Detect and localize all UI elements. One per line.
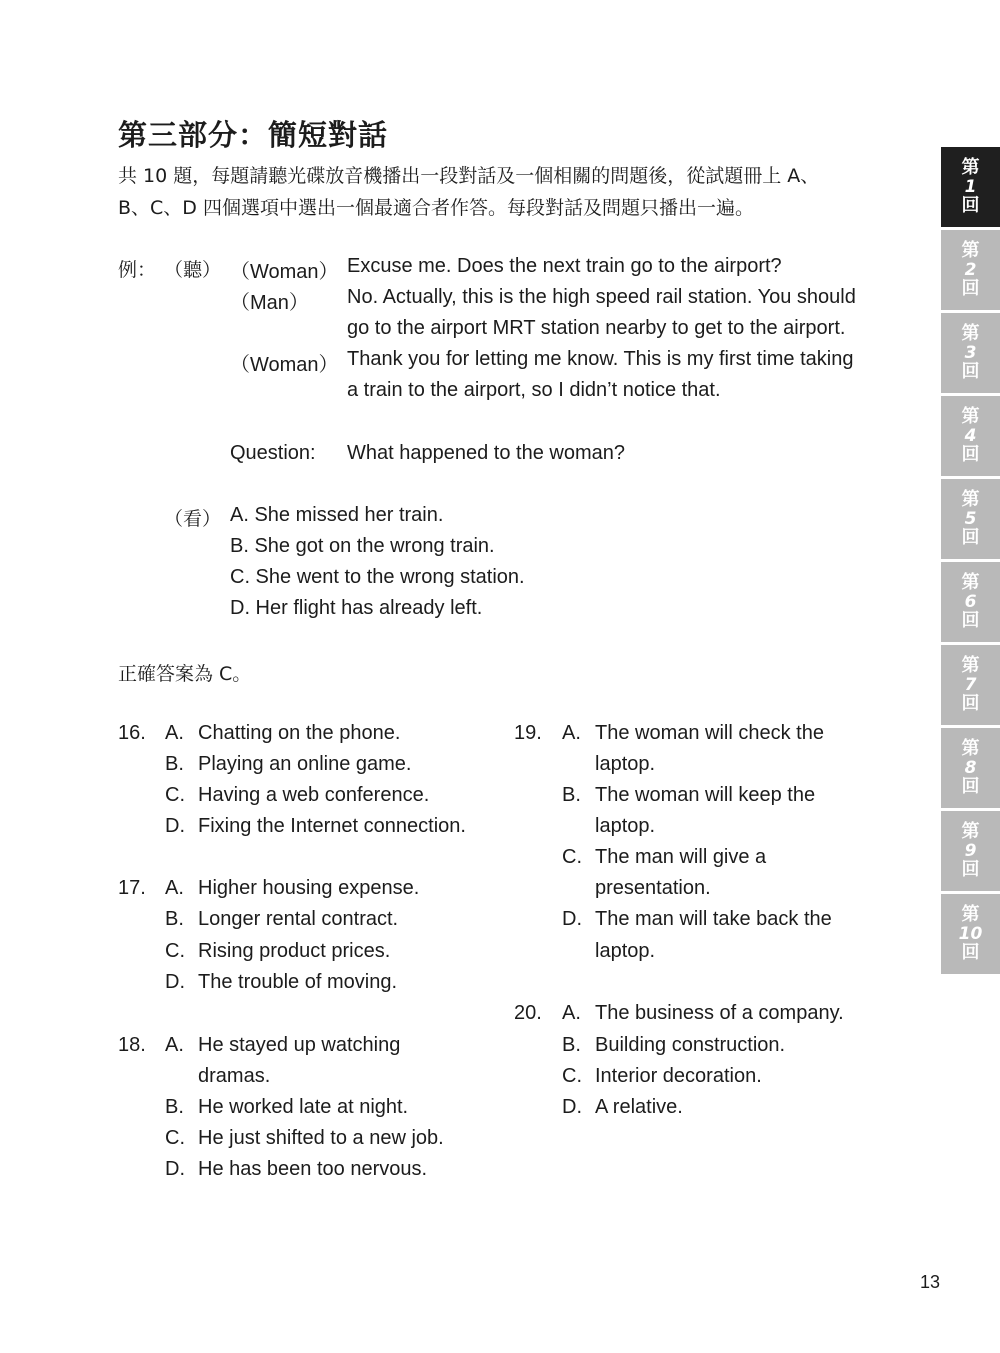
speaker-1: （Woman） [230, 261, 339, 283]
option-letter: C. [562, 846, 582, 868]
tab-top: 第 [961, 489, 980, 510]
option-text: He just shifted to a new job. [198, 1127, 444, 1149]
dialogue-line: go to the airport MRT station nearby to get to the airport. [347, 317, 846, 339]
example-label: 例： [118, 259, 157, 281]
option-text: Interior decoration. [595, 1065, 762, 1087]
option-text: laptop. [595, 753, 656, 775]
option-text: The woman will keep the [595, 784, 816, 806]
option-text: The man will take back the [595, 908, 832, 930]
option-letter: C. [165, 784, 185, 806]
tab-bottom: 回 [961, 693, 980, 714]
option-letter: D. [562, 1096, 582, 1118]
tab-top: 第 [961, 904, 980, 925]
instruction-line-1: 共 10 題，每題請聽光碟放音機播出一段對話及一個相關的問題後，從試題冊上 A、 [118, 165, 820, 187]
tab-round-4[interactable] [941, 396, 1000, 476]
option-text: presentation. [595, 877, 711, 899]
dialogue-line: Thank you for letting me know. This is my first time taking [347, 348, 854, 370]
tab-bottom: 回 [961, 859, 980, 880]
question-number: 20. [514, 1002, 542, 1024]
option-letter: B. [165, 1096, 184, 1118]
tab-top: 第 [961, 655, 980, 676]
question-number: 17. [118, 877, 146, 899]
tab-top: 第 [961, 323, 980, 344]
example-option: D. Her flight has already left. [230, 597, 483, 619]
tab-number: 6 [964, 592, 977, 612]
tab-number: 1 [964, 177, 977, 197]
tab-top: 第 [961, 738, 980, 759]
tab-bottom: 回 [961, 527, 980, 548]
dialogue-line: a train to the airport, so I didn’t notice that. [347, 379, 721, 401]
option-letter: A. [562, 722, 581, 744]
section-title: 第三部分：簡短對話 [118, 118, 389, 152]
tab-number: 2 [964, 260, 977, 280]
option-text: Playing an online game. [198, 753, 412, 775]
look-label: （看） [164, 508, 222, 530]
question-number: 16. [118, 722, 146, 744]
tab-top: 第 [961, 240, 980, 261]
listen-label: （聽） [164, 259, 222, 281]
instruction-line-2: B、C、D 四個選項中選出一個最適合者作答。每段對話及問題只播出一遍。 [118, 197, 754, 219]
option-letter: D. [165, 815, 185, 837]
option-letter: A. [165, 722, 184, 744]
tab-number: 7 [964, 675, 977, 695]
option-letter: D. [562, 908, 582, 930]
tab-bottom: 回 [961, 361, 980, 382]
option-text: Longer rental contract. [198, 908, 399, 930]
option-letter: B. [562, 1034, 581, 1056]
tab-round-3[interactable] [941, 313, 1000, 393]
dialogue-line: Excuse me. Does the next train go to the airport? [347, 255, 782, 277]
tab-round-1[interactable] [941, 147, 1000, 227]
question-number: 19. [514, 722, 542, 744]
speaker-2: （Man） [230, 292, 309, 314]
tab-bottom: 回 [961, 278, 980, 299]
tab-round-9[interactable] [941, 811, 1000, 891]
option-text: He worked late at night. [198, 1096, 409, 1118]
page-number: 13 [920, 1272, 941, 1292]
tab-number: 10 [958, 924, 983, 944]
option-text: Building construction. [595, 1034, 786, 1056]
round-tabs [941, 147, 1000, 977]
tab-round-10[interactable] [941, 894, 1000, 974]
example-answer: 正確答案為 C。 [118, 663, 252, 685]
option-letter: A. [165, 1034, 184, 1056]
tab-round-7[interactable] [941, 645, 1000, 725]
option-text: Fixing the Internet connection. [198, 815, 466, 837]
option-text: laptop. [595, 940, 656, 962]
tab-top: 第 [961, 821, 980, 842]
example-option: A. She missed her train. [230, 504, 444, 526]
tab-top: 第 [961, 572, 980, 593]
option-letter: A. [165, 877, 184, 899]
tab-number: 9 [964, 841, 977, 861]
tab-number: 8 [964, 758, 977, 778]
tab-bottom: 回 [961, 776, 980, 797]
option-text: He has been too nervous. [198, 1158, 428, 1180]
option-text: laptop. [595, 815, 656, 837]
option-text: The man will give a [595, 846, 767, 868]
tab-round-8[interactable] [941, 728, 1000, 808]
option-text: A relative. [595, 1096, 683, 1118]
tab-bottom: 回 [961, 444, 980, 465]
example-option: B. She got on the wrong train. [230, 535, 495, 557]
tab-round-5[interactable] [941, 479, 1000, 559]
tab-number: 3 [964, 343, 977, 363]
option-text: The woman will check the [595, 722, 824, 744]
option-letter: A. [562, 1002, 581, 1024]
tab-top: 第 [961, 157, 980, 178]
option-text: dramas. [198, 1065, 271, 1087]
question-number: 18. [118, 1034, 146, 1056]
tab-number: 5 [964, 509, 977, 529]
question-label: Question: [230, 442, 316, 464]
option-letter: B. [562, 784, 581, 806]
option-text: Chatting on the phone. [198, 722, 401, 744]
option-text: Rising product prices. [198, 940, 391, 962]
option-text: Having a web conference. [198, 784, 430, 806]
tab-bottom: 回 [961, 610, 980, 631]
tab-number: 4 [964, 426, 977, 446]
option-letter: C. [562, 1065, 582, 1087]
tab-bottom: 回 [961, 195, 980, 216]
option-text: Higher housing expense. [198, 877, 420, 899]
tab-round-2[interactable] [941, 230, 1000, 310]
example-option: C. She went to the wrong station. [230, 566, 525, 588]
option-letter: B. [165, 753, 184, 775]
option-letter: C. [165, 940, 185, 962]
tab-bottom: 回 [961, 942, 980, 963]
dialogue-line: No. Actually, this is the high speed rail station. You should [347, 286, 856, 308]
option-text: The business of a company. [595, 1002, 844, 1024]
option-letter: B. [165, 908, 184, 930]
option-letter: C. [165, 1127, 185, 1149]
option-text: He stayed up watching [198, 1034, 401, 1056]
tab-round-6[interactable] [941, 562, 1000, 642]
speaker-3: （Woman） [230, 354, 339, 376]
option-letter: D. [165, 1158, 185, 1180]
option-letter: D. [165, 971, 185, 993]
option-text: The trouble of moving. [198, 971, 397, 993]
tab-top: 第 [961, 406, 980, 427]
example-question: What happened to the woman? [347, 442, 625, 464]
